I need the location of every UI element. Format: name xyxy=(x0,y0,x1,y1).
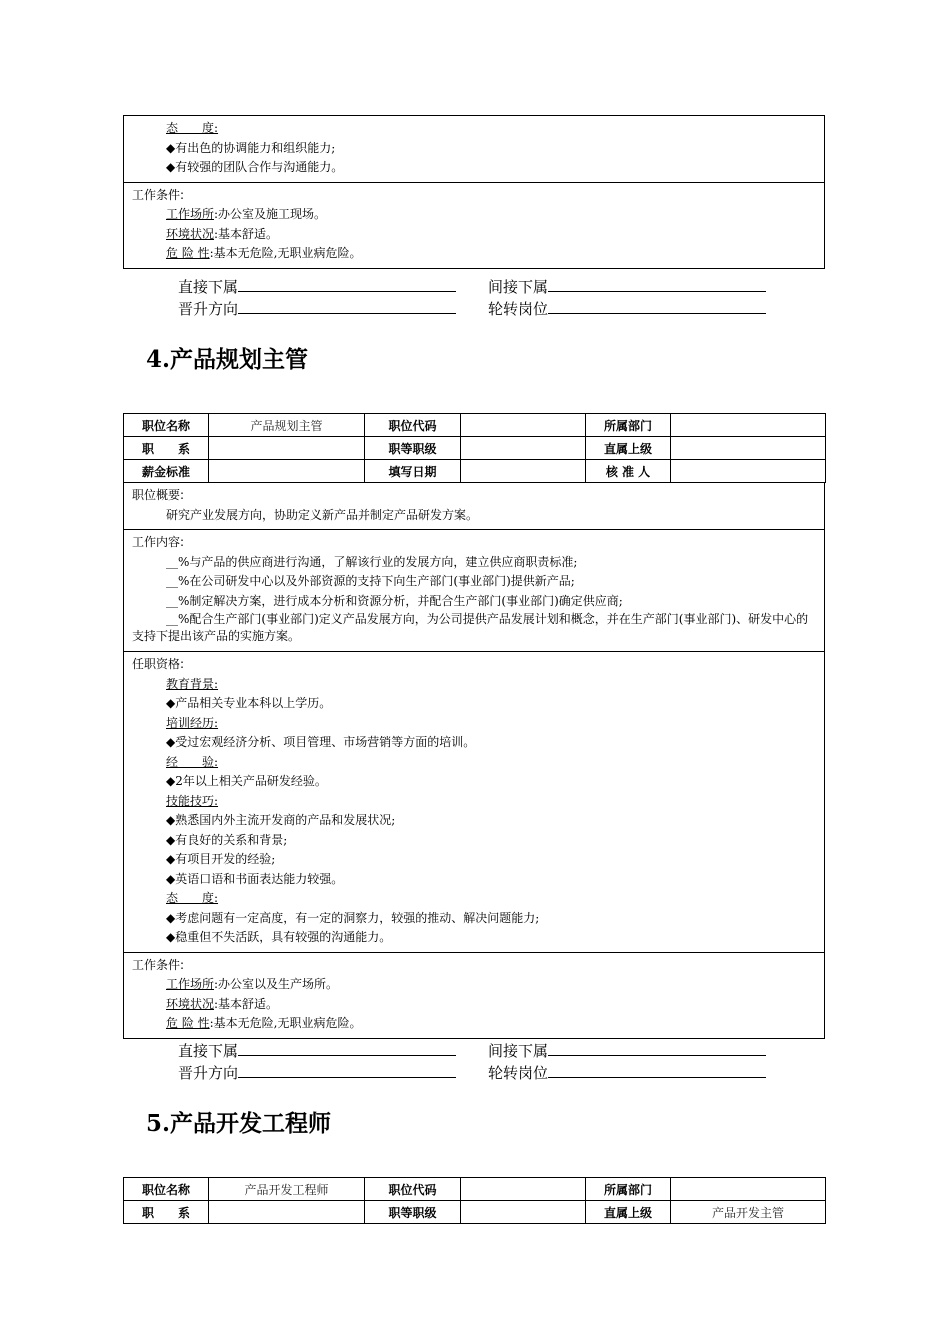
info-row xyxy=(124,1201,826,1224)
info-label: 职等职级 xyxy=(365,437,461,460)
fill-line[interactable] xyxy=(548,276,766,292)
info-row xyxy=(124,437,826,460)
conditions-title: 工作条件: xyxy=(132,187,185,202)
info-label: 直属上级 xyxy=(586,1201,671,1224)
fill-line[interactable] xyxy=(548,1062,766,1078)
info-value xyxy=(461,1178,586,1201)
condition-text: :基本无危险,无职业病危险。 xyxy=(209,246,362,260)
work-content-section xyxy=(124,529,824,651)
info-label: 薪金标准 xyxy=(124,460,209,483)
training-label: 培训经历: xyxy=(166,715,219,730)
condition-label: 环境状况 xyxy=(166,226,215,241)
condition-label: 环境状况 xyxy=(166,996,215,1011)
info-value xyxy=(461,460,586,483)
overview-text: 研究产业发展方向，协助定义新产品并制定产品研发方案。 xyxy=(166,507,479,522)
info-value xyxy=(671,414,826,437)
education-label: 教育背景: xyxy=(166,676,219,691)
info-label: 核 准 人 xyxy=(586,460,671,483)
relation-promotion: 晋升方向 xyxy=(178,298,456,320)
education-item: ◆产品相关专业本科以上学历。 xyxy=(166,696,332,710)
training-item: ◆受过宏观经济分析、项目管理、市场营销等方面的培训。 xyxy=(166,735,476,749)
attitude-item: ◆考虑问题有一定高度，有一定的洞察力，较强的推动、解决问题能力; xyxy=(166,910,540,925)
condition-text: :基本舒适。 xyxy=(214,226,279,241)
skill-item: ◆有项目开发的经验; xyxy=(166,852,276,866)
info-value xyxy=(461,1201,586,1224)
skill-item: ◆英语口语和书面表达能力较强。 xyxy=(166,871,344,886)
position-detail-box xyxy=(123,483,825,1039)
relation-rotation: 轮转岗位 xyxy=(488,298,766,320)
info-row xyxy=(124,1178,826,1201)
overview-title: 职位概要: xyxy=(132,488,185,502)
condition-text: :基本无危险,无职业病危险。 xyxy=(209,1016,362,1030)
work-content-item: __%在公司研发中心以及外部资源的支持下向生产部门(事业部门)提供新产品; xyxy=(166,574,575,588)
info-label: 填写日期 xyxy=(365,460,461,483)
fill-line[interactable] xyxy=(238,1062,456,1078)
condition-label: 危 险 性 xyxy=(166,1016,210,1030)
work-content-item: __%与产品的供应商进行沟通，了解该行业的发展方向，建立供应商职责标准; xyxy=(166,554,578,569)
fill-line[interactable] xyxy=(548,1040,766,1056)
info-row xyxy=(124,460,826,483)
info-value xyxy=(209,1201,365,1224)
fill-line[interactable] xyxy=(238,276,456,292)
conditions-title: 工作条件: xyxy=(132,957,185,972)
relation-direct: 直接下属 xyxy=(178,276,456,298)
attitude-section xyxy=(124,116,824,182)
relation-direct: 直接下属 xyxy=(178,1040,456,1062)
info-label: 直属上级 xyxy=(586,437,671,460)
work-content-title: 工作内容: xyxy=(132,535,185,549)
section-heading: 4.产品规划主管 xyxy=(146,346,309,373)
work-content-item: __%配合生产部门(事业部门)定义产品发展方向，为公司提供产品发展计划和概念，并在生产部门(事业部门)、研发中心的支持下提出该产品的实施方案。 xyxy=(132,612,809,643)
attitude-item: ◆有出色的协调能力和组织能力; xyxy=(166,140,336,155)
info-value xyxy=(209,437,365,460)
info-row xyxy=(124,414,826,437)
condition-text: :办公室以及生产场所。 xyxy=(214,977,339,991)
info-label: 职位名称 xyxy=(124,1178,209,1201)
attitude-label: 态 度: xyxy=(166,891,219,905)
conditions-section xyxy=(124,952,824,1038)
info-value xyxy=(461,414,586,437)
info-value xyxy=(209,460,365,483)
top-requirements-box xyxy=(123,115,825,269)
position-info-table xyxy=(123,413,826,483)
info-value xyxy=(671,1178,826,1201)
relation-indirect: 间接下属 xyxy=(488,276,766,298)
info-value xyxy=(671,460,826,483)
condition-label: 危 险 性 xyxy=(166,246,210,260)
attitude-label: 态 度: xyxy=(166,121,219,135)
condition-text: :基本舒适。 xyxy=(214,996,279,1011)
relation-rotation: 轮转岗位 xyxy=(488,1062,766,1084)
overview-section xyxy=(124,483,824,529)
relation-indirect: 间接下属 xyxy=(488,1040,766,1062)
condition-label: 工作场所 xyxy=(166,977,215,991)
info-label: 所属部门 xyxy=(586,1178,671,1201)
info-label: 职 系 xyxy=(124,437,209,460)
condition-label: 工作场所 xyxy=(166,207,215,221)
experience-label: 经 验: xyxy=(166,754,219,769)
skill-item: ◆熟悉国内外主流开发商的产品和发展状况; xyxy=(166,813,396,827)
info-value: 产品开发主管 xyxy=(671,1201,826,1224)
info-value: 产品开发工程师 xyxy=(209,1178,365,1201)
conditions-section xyxy=(124,182,824,268)
attitude-item: ◆有较强的团队合作与沟通能力。 xyxy=(166,160,344,174)
skill-item: ◆有良好的关系和背景; xyxy=(166,832,288,847)
info-label: 职位代码 xyxy=(365,414,461,437)
info-value xyxy=(461,437,586,460)
fill-line[interactable] xyxy=(548,298,766,314)
fill-line[interactable] xyxy=(238,298,456,314)
work-content-item: __%制定解决方案，进行成本分析和资源分析，并配合生产部门(事业部门)确定供应商; xyxy=(166,593,623,608)
qualification-title: 任职资格: xyxy=(132,657,185,671)
skills-label: 技能技巧: xyxy=(166,793,219,808)
position-info-table xyxy=(123,1177,826,1224)
relation-promotion: 晋升方向 xyxy=(178,1062,456,1084)
info-label: 职等职级 xyxy=(365,1201,461,1224)
info-label: 职位名称 xyxy=(124,414,209,437)
info-label: 职 系 xyxy=(124,1201,209,1224)
info-value: 产品规划主管 xyxy=(209,414,365,437)
fill-line[interactable] xyxy=(238,1040,456,1056)
section-heading: 5.产品开发工程师 xyxy=(146,1110,332,1137)
attitude-item: ◆稳重但不失活跃，具有较强的沟通能力。 xyxy=(166,930,392,944)
info-label: 职位代码 xyxy=(365,1178,461,1201)
experience-item: ◆2年以上相关产品研发经验。 xyxy=(166,774,327,788)
info-label: 所属部门 xyxy=(586,414,671,437)
condition-text: :办公室及施工现场。 xyxy=(214,207,327,221)
qualification-section xyxy=(124,651,824,952)
info-value xyxy=(671,437,826,460)
